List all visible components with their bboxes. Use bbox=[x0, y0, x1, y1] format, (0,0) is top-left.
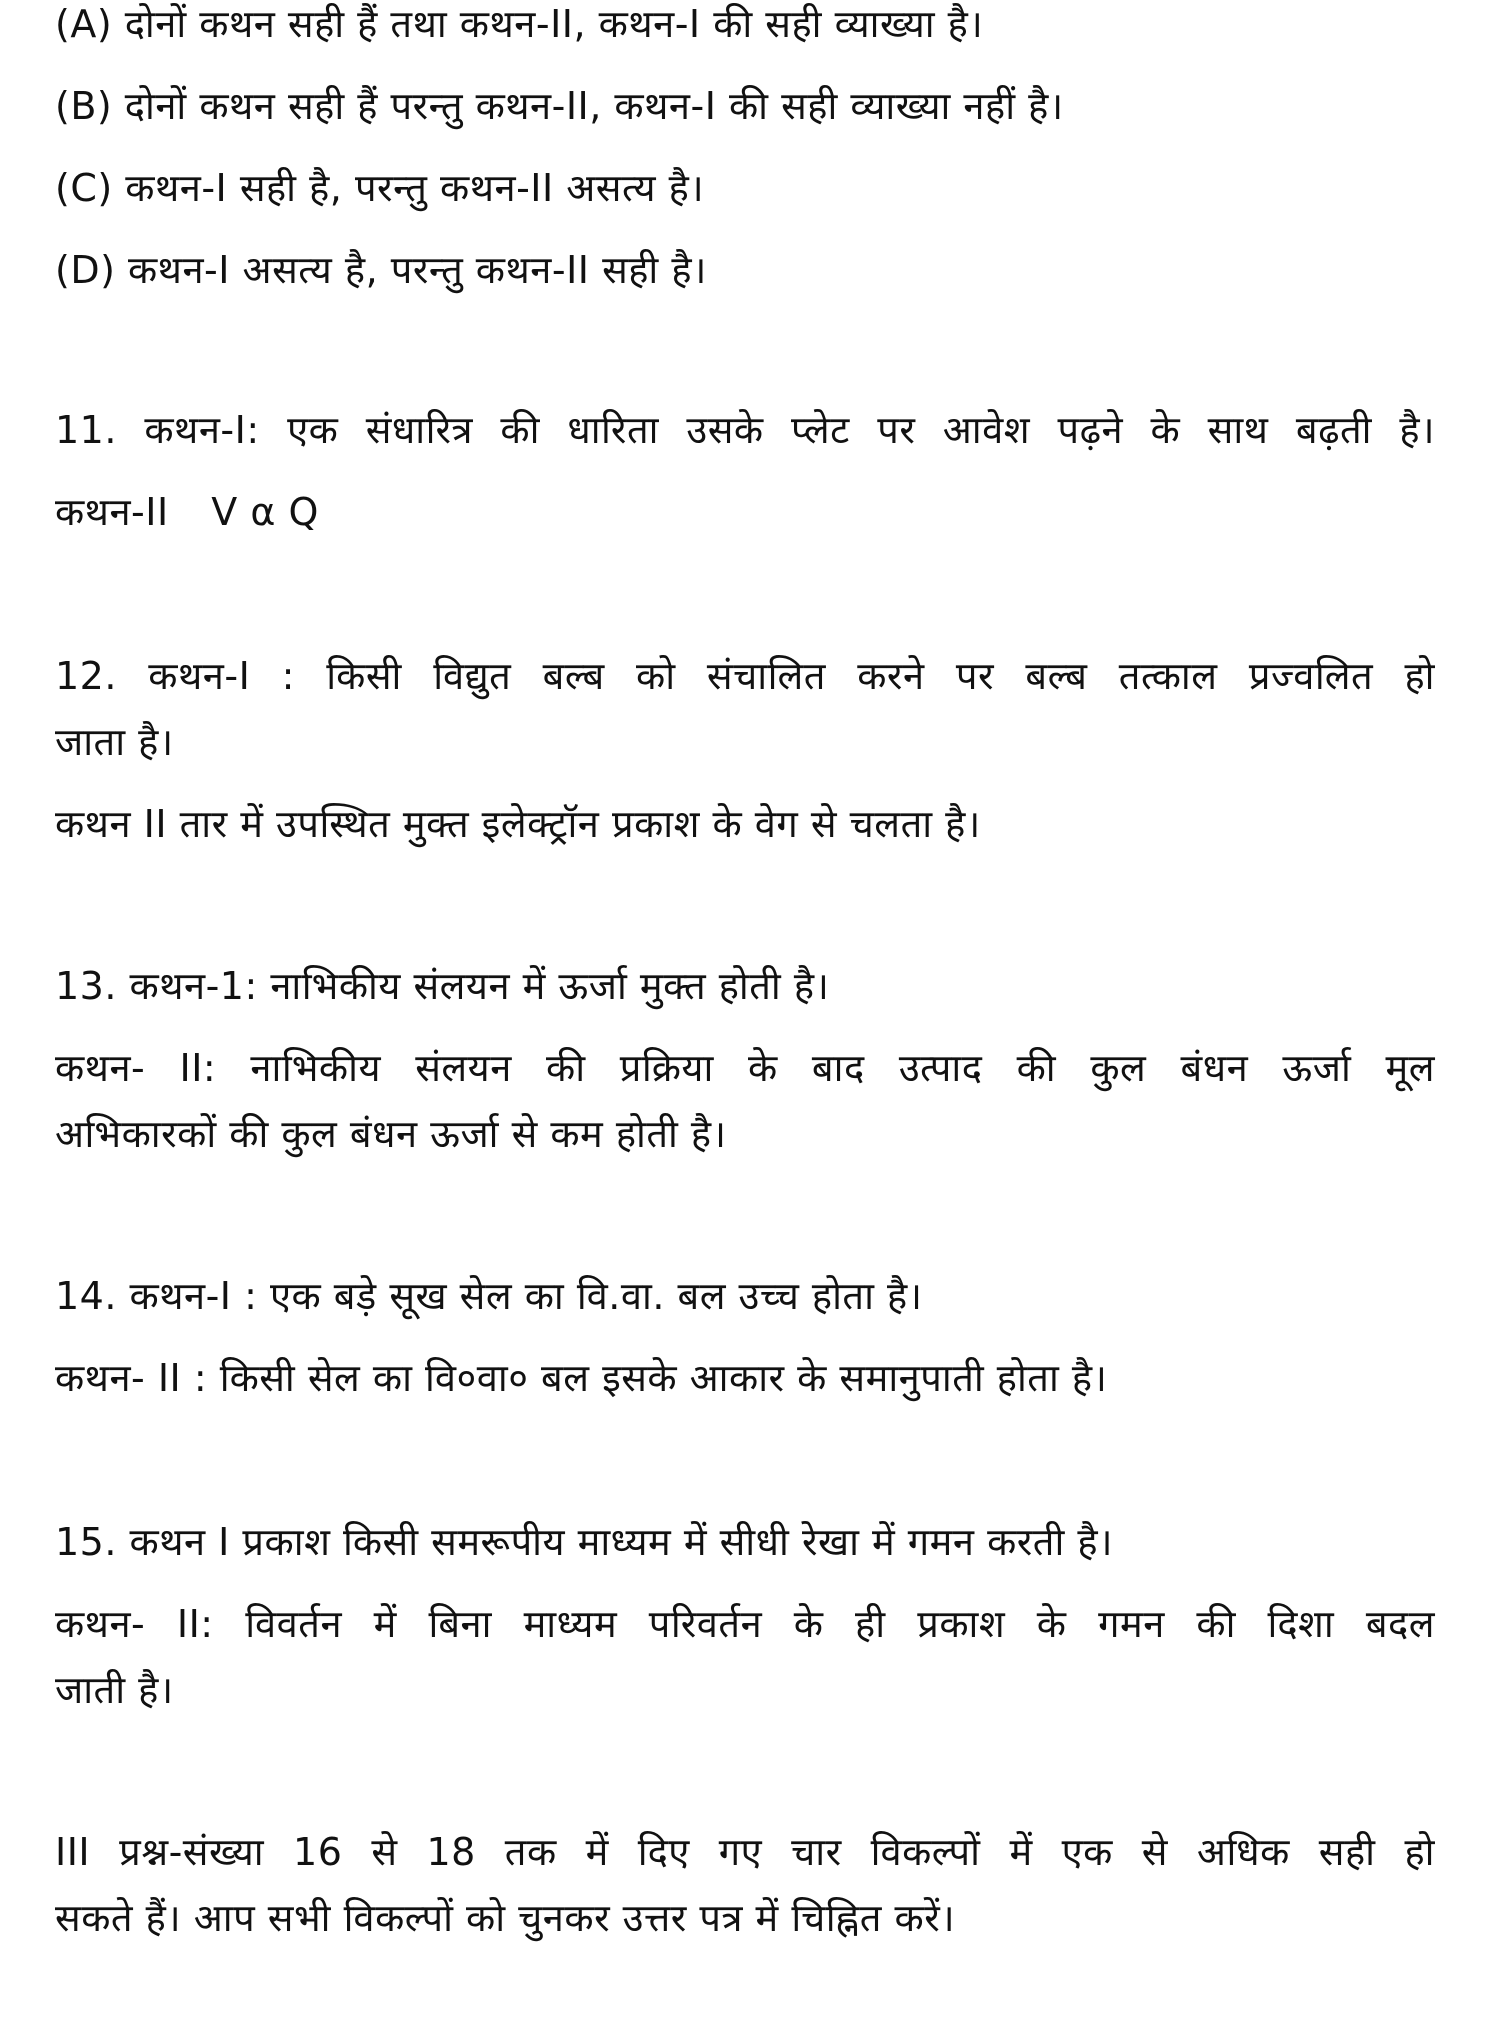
q13-statement-2: कथन- II: नाभिकीय संलयन की प्रक्रिया के बाद उत्पाद की कुल बंधन ऊर्जा मूल bbox=[55, 1046, 1435, 1090]
option-d: (D) कथन-I असत्य है, परन्तु कथन-II सही है। bbox=[55, 248, 707, 292]
q12-statement-1-cont: जाता है। bbox=[55, 720, 174, 764]
q11-formula: V α Q bbox=[211, 490, 319, 534]
q13-statement-1: 13. कथन-1: नाभिकीय संलयन में ऊर्जा मुक्त होती है। bbox=[55, 964, 830, 1008]
q13-statement-2-cont: अभिकारकों की कुल बंधन ऊर्जा से कम होती है। bbox=[55, 1112, 727, 1156]
q12-statement-1: 12. कथन-I : किसी विद्युत बल्ब को संचालित करने पर बल्ब तत्काल प्रज्वलित हो bbox=[55, 654, 1435, 698]
q12-statement-2: कथन II तार में उपस्थित मुक्त इलेक्ट्रॉन प्रकाश के वेग से चलता है। bbox=[55, 802, 981, 846]
option-a: (A) दोनों कथन सही हैं तथा कथन-II, कथन-I की सही व्याख्या है। bbox=[55, 2, 984, 46]
option-b: (B) दोनों कथन सही हैं परन्तु कथन-II, कथन-I की सही व्याख्या नहीं है। bbox=[55, 84, 1064, 128]
q11-statement-2 bbox=[55, 488, 1435, 536]
q11-statement-2-label: कथन-II bbox=[55, 490, 169, 534]
section-3-instruction: III प्रश्न-संख्या 16 से 18 तक में दिए गए चार विकल्पों में एक से अधिक सही हो bbox=[55, 1830, 1435, 1874]
q15-statement-1: 15. कथन I प्रकाश किसी समरूपीय माध्यम में सीधी रेखा में गमन करती है। bbox=[55, 1520, 1113, 1564]
q11-statement-1: 11. कथन-I: एक संधारित्र की धारिता उसके प्लेट पर आवेश पढ़ने के साथ बढ़ती है। bbox=[55, 408, 1435, 452]
q14-statement-1: 14. कथन-I : एक बड़े सूख सेल का वि.वा. बल उच्च होता है। bbox=[55, 1274, 923, 1318]
option-c: (C) कथन-I सही है, परन्तु कथन-II असत्य है। bbox=[55, 166, 705, 210]
section-3-instruction-cont: सकते हैं। आप सभी विकल्पों को चुनकर उत्तर पत्र में चिह्नित करें। bbox=[55, 1896, 956, 1940]
q14-statement-2: कथन- II : किसी सेल का वि०वा० बल इसके आकार के समानुपाती होता है। bbox=[55, 1356, 1108, 1400]
q15-statement-2: कथन- II: विवर्तन में बिना माध्यम परिवर्तन के ही प्रकाश के गमन की दिशा बदल bbox=[55, 1602, 1435, 1646]
q15-statement-2-cont: जाती है। bbox=[55, 1668, 174, 1712]
